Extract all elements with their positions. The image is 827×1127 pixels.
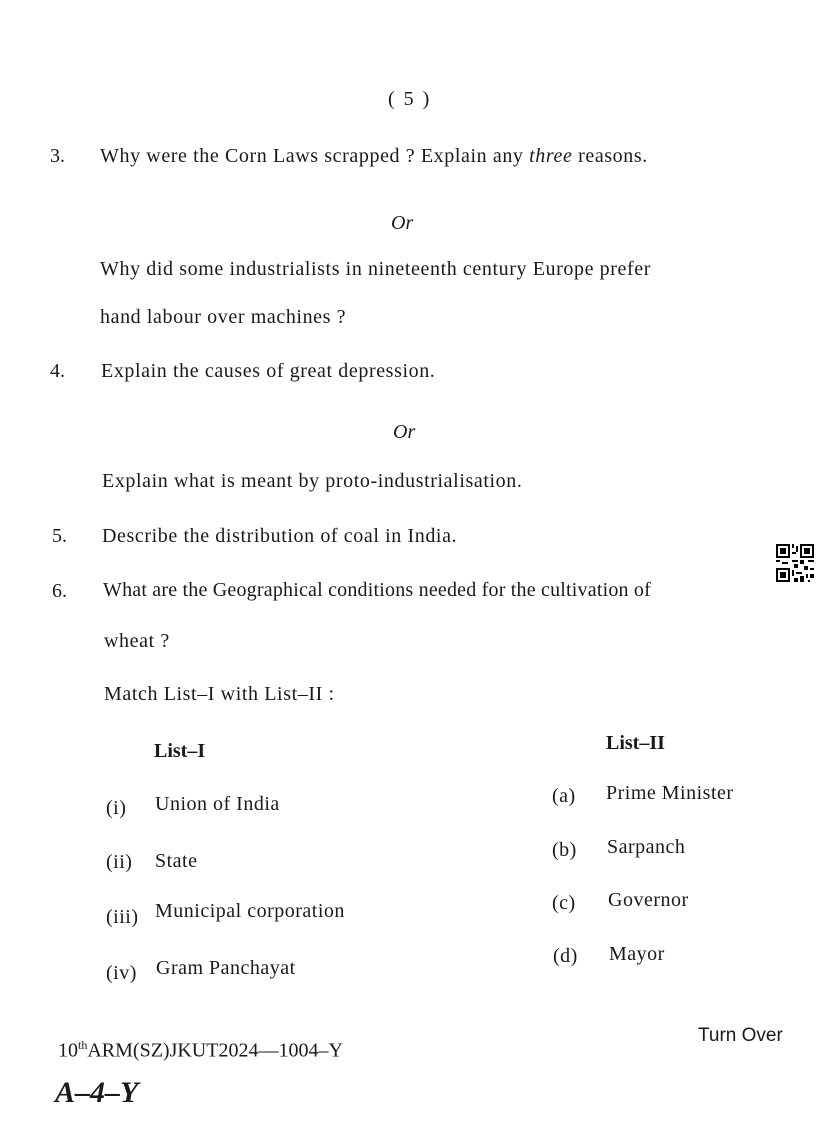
question-3-emphasis: three xyxy=(529,145,573,167)
list2-label-b: (b) xyxy=(552,839,577,861)
paper-code-sup: th xyxy=(78,1038,88,1052)
question-3-text xyxy=(100,145,648,168)
paper-code xyxy=(58,1038,343,1063)
list1-label-iv: (iv) xyxy=(106,962,137,984)
list2-item-b: Sarpanch xyxy=(607,836,686,858)
page-number: ( 5 ) xyxy=(388,88,432,110)
list1-label-iii: (iii) xyxy=(106,906,139,928)
question-4-text: Explain the causes of great depression. xyxy=(101,360,436,382)
question-3-alt-line2: hand labour over machines ? xyxy=(100,306,347,328)
list1-item-i: Union of India xyxy=(155,793,280,815)
list1-item-ii: State xyxy=(155,850,198,872)
list2-label-d: (d) xyxy=(553,945,578,967)
list2-item-a: Prime Minister xyxy=(606,782,734,804)
question-3-text-start: Why were the Corn Laws scrapped ? Explain any xyxy=(100,145,530,167)
question-6-line2: wheat ? xyxy=(104,630,170,652)
question-3-text-end: reasons. xyxy=(572,145,648,167)
list1-item-iii: Municipal corporation xyxy=(155,900,345,922)
qr-code-icon xyxy=(776,544,814,582)
list2-item-d: Mayor xyxy=(609,943,665,965)
question-6-line1: What are the Geographical conditions needed for the cultivation of xyxy=(103,579,651,601)
list2-label-a: (a) xyxy=(552,785,576,807)
question-5-text: Describe the distribution of coal in India. xyxy=(102,525,458,547)
question-5-number: 5. xyxy=(52,525,67,547)
question-3-or: Or xyxy=(391,212,414,234)
turn-over: Turn Over xyxy=(698,1025,783,1046)
list1-label-i: (i) xyxy=(106,797,127,819)
paper-code-prefix: 10 xyxy=(58,1039,78,1062)
list1-title: List–I xyxy=(154,740,206,762)
question-3-alt-line1: Why did some industrialists in nineteenth century Europe prefer xyxy=(100,258,651,280)
match-heading: Match List–I with List–II : xyxy=(104,683,335,705)
question-4-number: 4. xyxy=(50,360,65,382)
list2-title: List–II xyxy=(606,732,665,754)
question-4-alt-line1: Explain what is meant by proto-industrialisation. xyxy=(102,470,523,492)
list1-label-ii: (ii) xyxy=(106,851,133,873)
list1-item-iv: Gram Panchayat xyxy=(156,957,296,979)
question-3-number: 3. xyxy=(50,145,65,167)
list2-label-c: (c) xyxy=(552,892,576,914)
list2-item-c: Governor xyxy=(608,889,689,911)
paper-code-rest: ARM(SZ)JKUT2024—1004–Y xyxy=(87,1039,343,1062)
set-code: A–4–Y xyxy=(55,1076,139,1109)
question-4-or: Or xyxy=(393,421,416,443)
question-6-number: 6. xyxy=(52,580,67,602)
